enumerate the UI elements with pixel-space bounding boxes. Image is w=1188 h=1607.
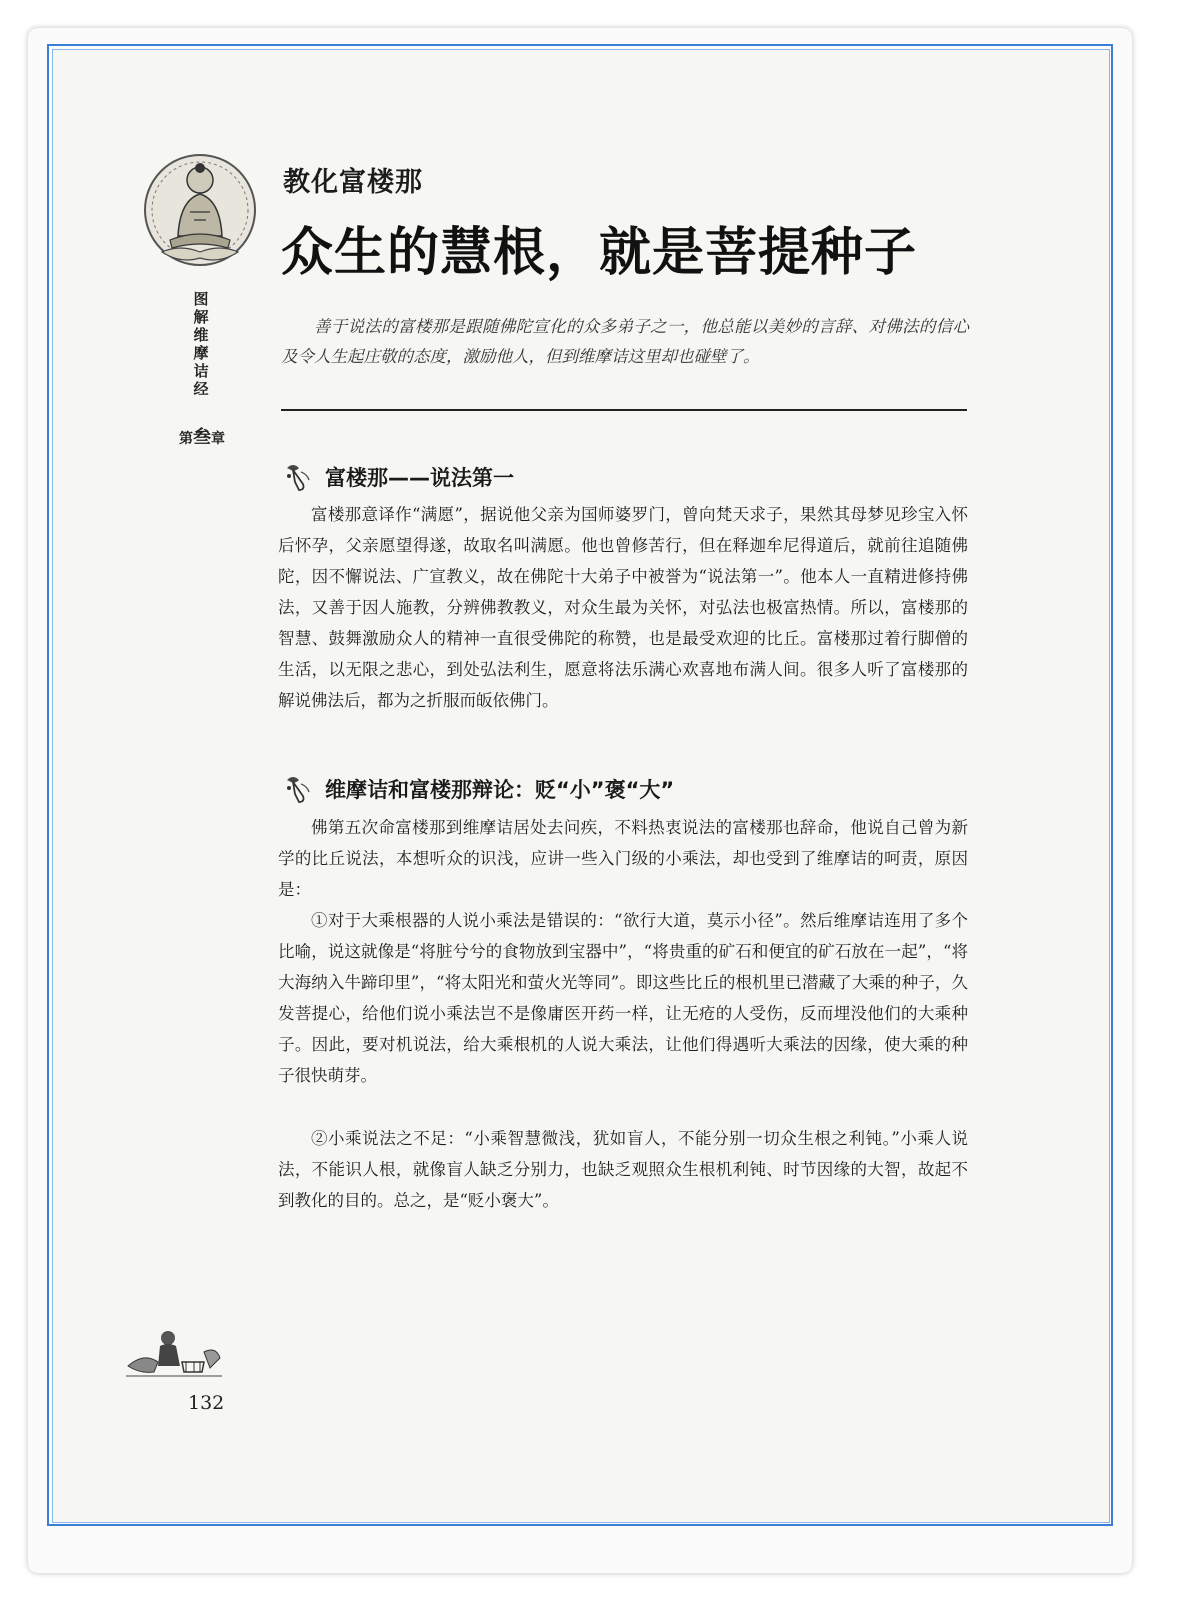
buddha-emblem-icon bbox=[140, 148, 260, 278]
intro-paragraph: 善于说法的富楼那是跟随佛陀宣化的众多弟子之一，他总能以美妙的言辞、对佛法的信心及令人生起庄敬的态度，激励他人，但到维摩诘这里却也碰壁了。 bbox=[281, 317, 969, 366]
sidebar-chapter-label bbox=[170, 423, 234, 449]
sidebar-book-char: 诘 bbox=[193, 362, 209, 380]
chapter-prefix: 第 bbox=[179, 431, 193, 447]
section-heading-text: 维摩诘和富楼那辩论：贬“小”褒“大” bbox=[325, 778, 675, 802]
sidebar-book-title bbox=[186, 290, 216, 398]
page-subtitle: 教化富楼那 bbox=[283, 167, 423, 198]
sidebar-book-char: 解 bbox=[193, 308, 209, 326]
figures-illustration-icon bbox=[124, 1322, 224, 1382]
section-1-paragraph-1: 富楼那意译作“满愿”，据说他父亲为国师婆罗门，曾向梵天求子，果然其母梦见珍宝入怀后怀孕，父亲愿望得遂，故取名叫满愿。他也曾修苦行，但在释迦牟尼得道后，就前往追随佛陀，因不懈说法、广宣教义，故在佛陀十大弟子中被誉为“说法第一”。他本人一直精进修持佛法，又善于因人施教，分辨佛教教义，对众生最为关怀，对弘法也极富热情。所以，富楼那的智慧、鼓舞激励众人的精神一直很受佛陀的称赞，也是最受欢迎的比丘。富楼那过着行脚僧的生活，以无限之悲心，到处弘法利生，愿意将法乐满心欢喜地布满人间。很多人听了富楼那的解说佛法后，都为之折服而皈依佛门。 bbox=[278, 505, 968, 710]
section-2-paragraph-1: 佛第五次命富楼那到维摩诘居处去问疾，不料热衷说法的富楼那也辞命，他说自己曾为新学的比丘说法，本想听众的识浅，应讲一些入门级的小乘法，却也受到了维摩诘的呵责，原因是： bbox=[278, 818, 968, 899]
sidebar-book-char: 摩 bbox=[193, 344, 209, 362]
chapter-number: 叁 bbox=[193, 427, 211, 448]
sidebar-book-char: 维 bbox=[193, 326, 209, 344]
sidebar-book-char: 经 bbox=[193, 380, 209, 398]
section-heading-1 bbox=[281, 460, 514, 494]
section-heading-2 bbox=[281, 772, 674, 806]
scroll-figure-icon bbox=[281, 460, 315, 494]
section-2-paragraph-2: ①对于大乘根器的人说小乘法是错误的：“欲行大道，莫示小径”。然后维摩诘连用了多个比喻，说这就像是“将脏兮兮的食物放到宝器中”，“将贵重的矿石和便宜的矿石放在一起”，“将大海纳入牛蹄印里”，“将太阳光和萤火光等同”。即这些比丘的根机里已潜藏了大乘的种子，久发菩提心，给他们说小乘法岂不是像庸医开药一样，让无疮的人受伤，反而埋没他们的大乘种子。因此，要对机说法，给大乘根机的人说大乘法，让他们得遇听大乘法的因缘，使大乘的种子很快萌芽。 bbox=[278, 911, 968, 1085]
sidebar-book-char: 图 bbox=[193, 290, 209, 308]
page-title: 众生的慧根，就是菩提种子 bbox=[281, 222, 918, 283]
section-2-paragraph-3: ②小乘说法之不足：“小乘智慧微浅，犹如盲人，不能分别一切众生根之利钝。”小乘人说法，不能识人根，就像盲人缺乏分别力，也缺乏观照众生根机利钝、时节因缘的大智，故起不到教化的目的。总之，是“贬小褒大”。 bbox=[278, 1129, 968, 1210]
intro-divider bbox=[281, 409, 967, 411]
section-heading-text: 富楼那——说法第一 bbox=[325, 466, 514, 490]
scroll-figure-icon bbox=[281, 772, 315, 806]
chapter-suffix: 章 bbox=[211, 431, 225, 447]
page-number: 132 bbox=[188, 1392, 225, 1414]
